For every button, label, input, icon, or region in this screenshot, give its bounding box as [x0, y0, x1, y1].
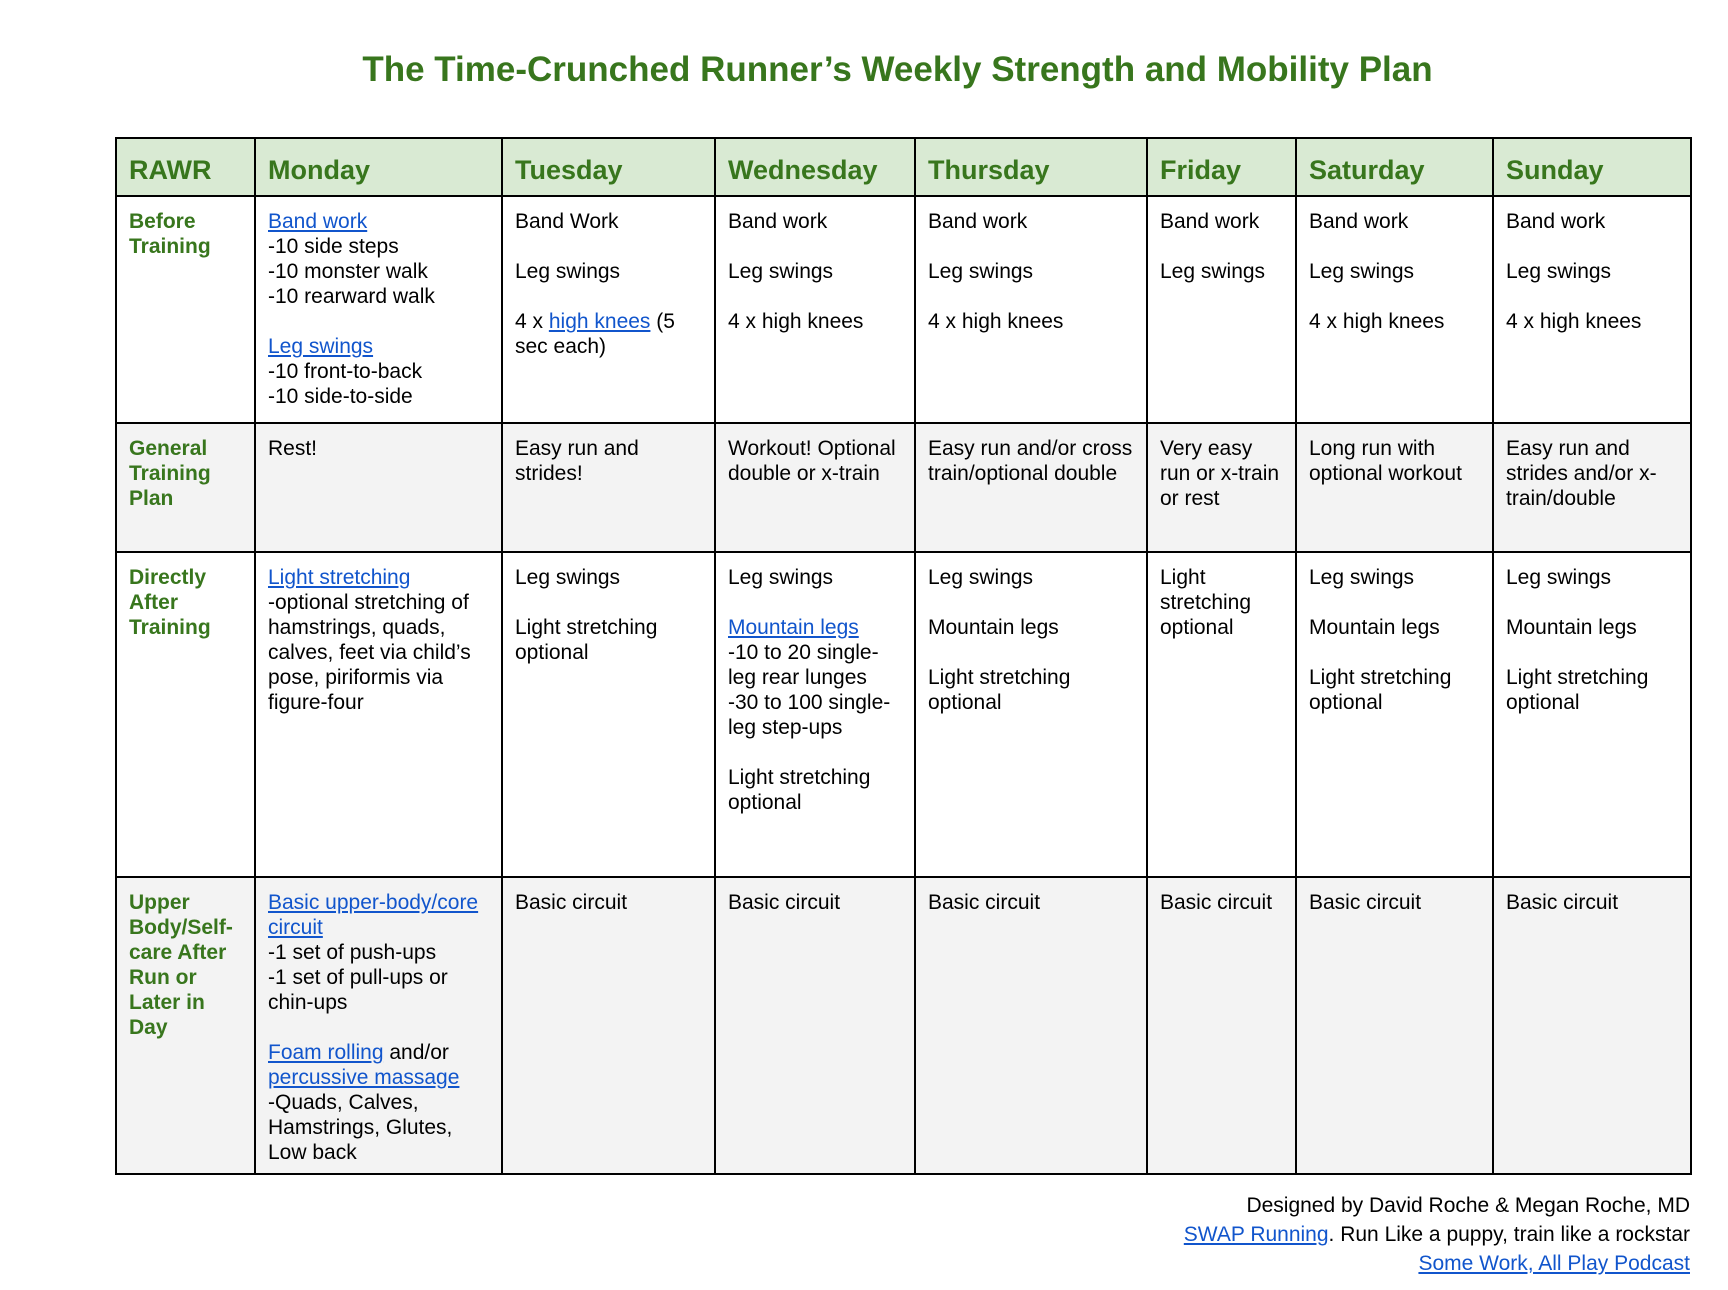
row-label: Directly After Training [116, 552, 255, 877]
cell-line: -optional stretching of hamstrings, quads, calves, feet via child’s pose, piriformis via figure-four [268, 591, 471, 714]
cell-line: -10 front-to-back [268, 360, 423, 383]
spacer [268, 1015, 489, 1040]
cell-line: Leg swings [1506, 260, 1612, 283]
cell-thursday: Easy run and/or cross train/optional double [915, 423, 1147, 552]
cell-line: -10 side-to-side [268, 385, 413, 408]
header-thursday: Thursday [915, 138, 1147, 196]
percussive-massage-link[interactable]: percussive massage [268, 1066, 460, 1089]
spacer [1506, 284, 1678, 309]
spacer [728, 284, 902, 309]
cell-line: Light stretching optional [1309, 666, 1452, 714]
cell-friday: Basic circuit [1147, 877, 1296, 1174]
band-work-link[interactable]: Band work [268, 210, 368, 233]
spacer [1309, 590, 1480, 615]
cell-line: Band work [1309, 210, 1409, 233]
podcast-link[interactable]: Some Work, All Play Podcast [1418, 1252, 1690, 1275]
cell-line: Light stretching optional [515, 616, 658, 664]
cell-line: Leg swings [1309, 566, 1415, 589]
cell-line: -1 set of pull-ups or chin-ups [268, 966, 448, 1014]
cell-line [268, 1040, 489, 1090]
cell-line: 4 x high knees [1309, 310, 1445, 333]
cell-saturday: Basic circuit [1296, 877, 1493, 1174]
cell-thursday [915, 552, 1147, 877]
cell-thursday [915, 196, 1147, 423]
header-row [116, 138, 1691, 196]
cell-line: 4 x high knees [1506, 310, 1642, 333]
weekly-plan-table [115, 137, 1692, 1175]
cell-line: -10 rearward walk [268, 285, 435, 308]
spacer [515, 234, 702, 259]
cell-tuesday: Easy run and strides! [502, 423, 715, 552]
cell-monday [255, 196, 502, 423]
cell-wednesday [715, 552, 915, 877]
spacer [1309, 234, 1480, 259]
cell-friday [1147, 552, 1296, 877]
cell-line: Light stretching optional [928, 666, 1071, 714]
row-label: General Training Plan [116, 423, 255, 552]
spacer [1309, 640, 1480, 665]
spacer [268, 309, 489, 334]
spacer [1506, 640, 1678, 665]
cell-line: Leg swings [1160, 260, 1266, 283]
cell-line: Band Work [515, 210, 619, 233]
cell-line: Band work [728, 210, 828, 233]
cell-line: -10 monster walk [268, 260, 428, 283]
cell-tuesday: Basic circuit [502, 877, 715, 1174]
cell-line: Light stretching optional [1506, 666, 1649, 714]
spacer [928, 640, 1134, 665]
header-saturday: Saturday [1296, 138, 1493, 196]
cell-line: Leg swings [728, 566, 834, 589]
cell-line: Leg swings [1506, 566, 1612, 589]
cell-line: -1 set of push-ups [268, 941, 437, 964]
text: 4 x [515, 310, 549, 333]
cell-sunday [1493, 196, 1691, 423]
page-title: The Time-Crunched Runner’s Weekly Strength and Mobility Plan [362, 50, 1433, 89]
cell-line: Leg swings [928, 260, 1034, 283]
cell-line: Mountain legs [1309, 616, 1440, 639]
foam-rolling-link[interactable]: Foam rolling [268, 1041, 384, 1064]
cell-line: Leg swings [515, 566, 621, 589]
cell-line: -10 to 20 single-leg rear lunges [728, 641, 879, 689]
cell-monday [255, 877, 502, 1174]
cell-line: Band work [928, 210, 1028, 233]
cell-sunday: Easy run and strides and/or x-train/double [1493, 423, 1691, 552]
spacer [928, 284, 1134, 309]
cell-tuesday [502, 196, 715, 423]
cell-saturday: Long run with optional workout [1296, 423, 1493, 552]
cell-saturday [1296, 552, 1493, 877]
row-label: Upper Body/Self-care After Run or Later in Day [116, 877, 255, 1174]
cell-friday: Very easy run or x-train or rest [1147, 423, 1296, 552]
table-row-general-training-plan [116, 423, 1691, 552]
header-rawr: RAWR [116, 138, 255, 196]
cell-line: Band work [1160, 210, 1260, 233]
cell-wednesday [715, 196, 915, 423]
cell-friday [1147, 196, 1296, 423]
row-label: Before Training [116, 196, 255, 423]
header-tuesday: Tuesday [502, 138, 715, 196]
basic-circuit-link[interactable]: Basic upper-body/core circuit [268, 891, 479, 939]
cell-line: Leg swings [1309, 260, 1415, 283]
spacer [1309, 284, 1480, 309]
header-friday: Friday [1147, 138, 1296, 196]
spacer [728, 590, 902, 615]
cell-line: Light stretching optional [728, 766, 871, 814]
cell-tuesday [502, 552, 715, 877]
footer-credits [1184, 1191, 1690, 1278]
tagline-line [1184, 1220, 1690, 1249]
cell-line: Leg swings [728, 260, 834, 283]
spacer [515, 284, 702, 309]
text: and/or [383, 1041, 449, 1064]
cell-line: Light stretching optional [1160, 566, 1252, 639]
spacer [928, 234, 1134, 259]
cell-line: Band work [1506, 210, 1606, 233]
table-row-before-training [116, 196, 1691, 423]
cell-wednesday: Basic circuit [715, 877, 915, 1174]
light-stretching-link[interactable]: Light stretching [268, 566, 411, 589]
designer-credit: Designed by David Roche & Megan Roche, MD [1246, 1194, 1690, 1217]
cell-line: Mountain legs [928, 616, 1059, 639]
spacer [728, 740, 902, 765]
mountain-legs-link[interactable]: Mountain legs [728, 616, 859, 639]
spacer [1506, 234, 1678, 259]
cell-thursday: Basic circuit [915, 877, 1147, 1174]
spacer [515, 590, 702, 615]
cell-line: -10 side steps [268, 235, 399, 258]
leg-swings-link[interactable]: Leg swings [268, 335, 374, 358]
cell-sunday [1493, 552, 1691, 877]
podcast-line [1184, 1249, 1690, 1278]
tagline-text: . Run Like a puppy, train like a rockstar [1328, 1223, 1690, 1246]
table-row-upper-body-self-care [116, 877, 1691, 1174]
spacer [728, 234, 902, 259]
cell-line: Leg swings [928, 566, 1034, 589]
high-knees-link[interactable]: high knees [548, 310, 651, 333]
cell-line: Mountain legs [1506, 616, 1637, 639]
cell-line: -30 to 100 single-leg step-ups [728, 691, 891, 739]
cell-sunday: Basic circuit [1493, 877, 1691, 1174]
cell-line: -Quads, Calves, Hamstrings, Glutes, Low back [268, 1091, 453, 1164]
cell-monday: Rest! [255, 423, 502, 552]
cell-monday [255, 552, 502, 877]
header-sunday: Sunday [1493, 138, 1691, 196]
text: (5 sec each) [515, 310, 675, 358]
header-monday: Monday [255, 138, 502, 196]
header-wednesday: Wednesday [715, 138, 915, 196]
cell-line: 4 x high knees [928, 310, 1064, 333]
spacer [1160, 234, 1283, 259]
cell-line: 4 x high knees [728, 310, 864, 333]
cell-line [515, 309, 702, 359]
cell-wednesday: Workout! Optional double or x-train [715, 423, 915, 552]
cell-line: Leg swings [515, 260, 621, 283]
table-row-directly-after-training [116, 552, 1691, 877]
spacer [928, 590, 1134, 615]
swap-running-link[interactable]: SWAP Running [1183, 1223, 1329, 1246]
spacer [1506, 590, 1678, 615]
cell-saturday [1296, 196, 1493, 423]
